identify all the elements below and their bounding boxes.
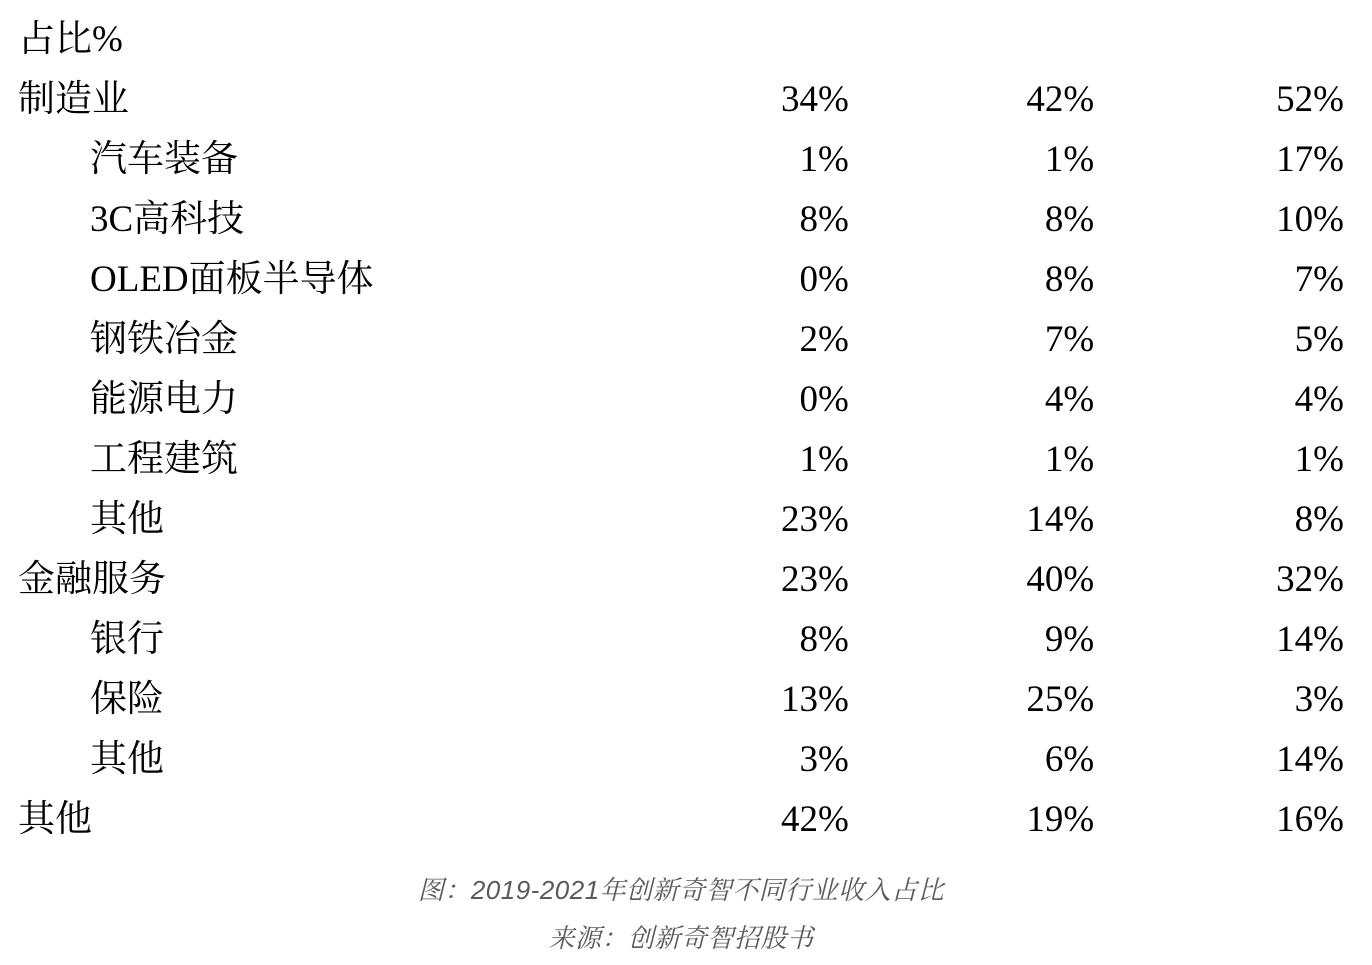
row-value-col1: 1% — [799, 139, 849, 180]
row-value-col2: 40% — [1026, 559, 1095, 600]
row-value-col3: 14% — [1276, 739, 1344, 780]
row-value-col1: 42% — [781, 799, 849, 840]
row-value-col2: 19% — [1026, 799, 1095, 840]
row-value-col3: 4% — [1294, 379, 1344, 420]
row-value-col3: 32% — [1276, 559, 1344, 600]
row-label: 保险 — [90, 679, 164, 720]
table-row — [18, 490, 1344, 550]
row-value-col2: 8% — [1044, 259, 1095, 300]
row-value-col2: 1% — [1044, 439, 1095, 480]
row-value-col3: 7% — [1294, 259, 1344, 300]
row-value-col1: 23% — [781, 559, 849, 600]
row-value-col1: 23% — [781, 499, 849, 540]
table-row — [18, 370, 1344, 430]
row-value-col3: 16% — [1276, 799, 1344, 840]
row-value-col2: 25% — [1026, 679, 1095, 720]
row-label: 汽车装备 — [90, 139, 238, 180]
row-label: 制造业 — [18, 79, 129, 120]
row-value-col3: 8% — [1294, 499, 1344, 540]
row-value-col3: 3% — [1294, 679, 1344, 720]
row-label: 银行 — [90, 619, 164, 660]
row-label: 工程建筑 — [90, 439, 238, 480]
row-value-col3: 14% — [1276, 619, 1344, 660]
table-row — [18, 130, 1344, 190]
row-label: 金融服务 — [18, 559, 166, 600]
table-row — [18, 670, 1344, 730]
row-label: 其他 — [90, 499, 164, 540]
row-value-col2: 6% — [1044, 739, 1095, 780]
table-row — [18, 70, 1344, 130]
table-row — [18, 190, 1344, 250]
row-value-col2: 42% — [1026, 79, 1095, 120]
row-value-col1: 0% — [799, 379, 849, 420]
row-label: 能源电力 — [90, 379, 238, 420]
table-row — [18, 550, 1344, 610]
row-value-col2: 8% — [1044, 199, 1095, 240]
row-value-col2: 9% — [1044, 619, 1095, 660]
table-row — [18, 250, 1344, 310]
row-value-col1: 8% — [799, 619, 849, 660]
table-row — [18, 430, 1344, 490]
row-value-col1: 34% — [781, 79, 849, 120]
table-row — [18, 730, 1344, 790]
row-value-col3: 17% — [1276, 139, 1344, 180]
row-label: 钢铁冶金 — [90, 319, 238, 360]
table-header-label: 占比% — [18, 19, 123, 60]
table-header-row — [18, 10, 1344, 70]
row-label: 其他 — [18, 799, 92, 840]
table-header-col2 — [861, 10, 1110, 70]
table-row — [18, 610, 1344, 670]
row-value-col3: 1% — [1294, 439, 1344, 480]
table-row — [18, 310, 1344, 370]
row-value-col1: 0% — [799, 259, 849, 300]
caption-block — [18, 866, 1344, 962]
row-value-col1: 3% — [799, 739, 849, 780]
industry-revenue-table — [18, 10, 1344, 850]
row-value-col1: 8% — [799, 199, 849, 240]
source-caption: 来源：创新奇智招股书 — [548, 923, 814, 953]
row-value-col2: 14% — [1026, 499, 1095, 540]
row-value-col3: 52% — [1276, 79, 1344, 120]
table-header-col3 — [1110, 10, 1344, 70]
row-value-col2: 4% — [1044, 379, 1095, 420]
figure-caption: 图：2019-2021年创新奇智不同行业收入占比 — [417, 875, 945, 905]
row-value-col3: 5% — [1294, 319, 1344, 360]
row-label: 3C高科技 — [90, 199, 245, 240]
row-value-col1: 1% — [799, 439, 849, 480]
row-value-col2: 1% — [1044, 139, 1095, 180]
row-value-col2: 7% — [1044, 319, 1095, 360]
row-label: 其他 — [90, 739, 164, 780]
row-value-col1: 2% — [799, 319, 849, 360]
row-label: OLED面板半导体 — [90, 259, 374, 300]
table-header-col1 — [615, 10, 860, 70]
row-value-col3: 10% — [1276, 199, 1344, 240]
table-body — [18, 10, 1344, 850]
row-value-col1: 13% — [781, 679, 849, 720]
table-row — [18, 790, 1344, 850]
